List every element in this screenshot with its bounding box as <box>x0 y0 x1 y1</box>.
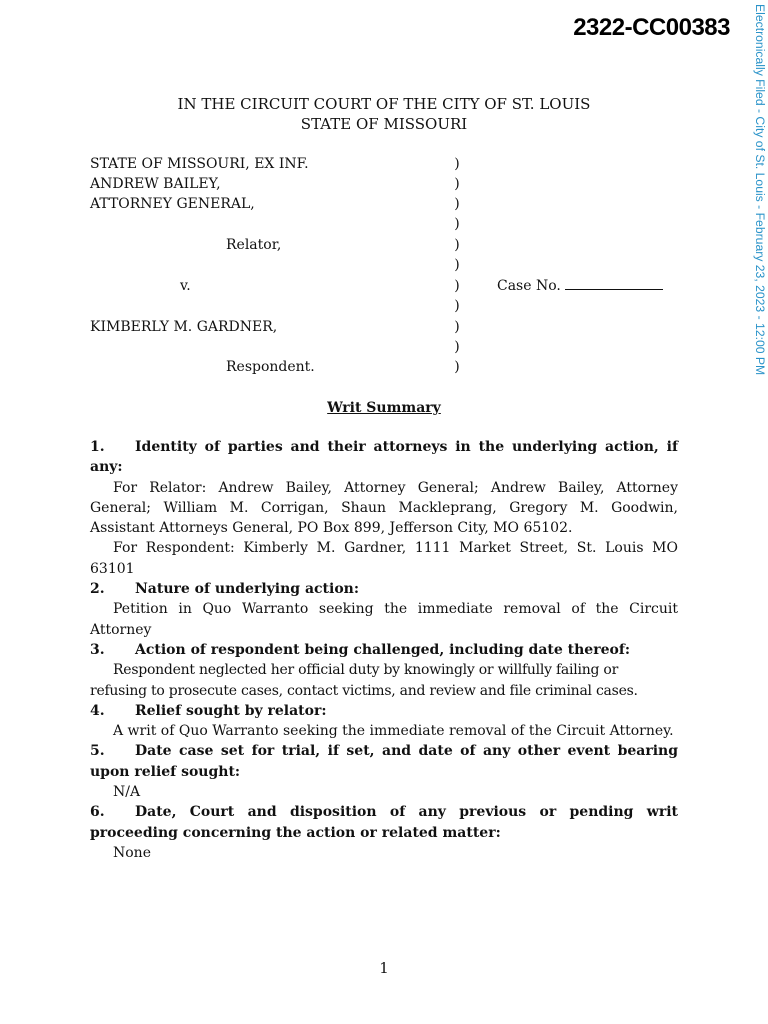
item-answer: None <box>113 844 151 861</box>
relator-line-2: ANDREW BAILEY, <box>90 176 221 192</box>
item-question <box>90 437 678 478</box>
caption-paren: ) <box>454 319 460 335</box>
writ-summary-title: Writ Summary <box>327 400 441 416</box>
item-number: 4. <box>90 702 105 719</box>
item-answer: Petition in Quo Warranto seeking the immediate removal of the Circuit Attorney <box>90 601 678 638</box>
case-number-field <box>497 276 663 296</box>
respondent-role: Respondent. <box>226 359 315 375</box>
item-title: Nature of underlying action: <box>135 581 360 598</box>
summary-item-1 <box>90 437 678 579</box>
caption-paren: ) <box>454 339 460 355</box>
caption-paren: ) <box>454 216 460 232</box>
item-title: Action of respondent being challenged, including date thereof: <box>135 641 631 658</box>
item-question <box>90 640 678 660</box>
court-name: IN THE CIRCUIT COURT OF THE CITY OF ST. LOUIS <box>177 95 591 113</box>
writ-summary-items <box>90 437 678 863</box>
item-number: 6. <box>90 804 105 821</box>
item-question <box>90 701 678 721</box>
relator-line-3: ATTORNEY GENERAL, <box>90 196 255 212</box>
item-title: Relief sought by relator: <box>135 702 327 719</box>
item-number: 5. <box>90 743 105 760</box>
item-answer: A writ of Quo Warranto seeking the immediate removal of the Circuit Attorney. <box>113 723 674 740</box>
caption-paren: ) <box>454 156 460 172</box>
summary-item-2 <box>90 579 678 640</box>
case-no-label: Case No. <box>497 278 561 294</box>
summary-item-3 <box>90 640 678 701</box>
summary-item-4 <box>90 701 678 742</box>
caption-paren: ) <box>454 298 460 314</box>
item-title: Date case set for trial, if set, and date of any other event bearing upon relief sought: <box>90 743 678 780</box>
caption-paren: ) <box>454 196 460 212</box>
respondent-name: KIMBERLY M. GARDNER, <box>90 319 278 335</box>
item-number: 2. <box>90 581 105 598</box>
versus: v. <box>180 278 191 294</box>
caption-paren: ) <box>454 359 460 375</box>
item-title: Date, Court and disposition of any previous or pending writ proceeding concerning the action or related matter: <box>90 804 678 841</box>
item-answer: For Respondent: Kimberly M. Gardner, 1111 Market Street, St. Louis MO 63101 <box>90 540 678 577</box>
item-number: 1. <box>90 439 105 455</box>
writ-summary-heading <box>0 398 768 418</box>
item-question <box>90 802 678 843</box>
page-number: 1 <box>379 959 389 977</box>
case-number-stamp: 2322-CC00383 <box>573 14 730 41</box>
item-answer: N/A <box>113 784 141 801</box>
item-answer: For Relator: Andrew Bailey, Attorney General; Andrew Bailey, Attorney General; William M. Corrigan, Shaun Mackleprang, Gregory M. Goodwin, Assistant Attorneys General, PO Box 899, Jefferson City, MO 65102. <box>90 479 678 537</box>
summary-item-5 <box>90 741 678 802</box>
item-question <box>90 579 678 599</box>
court-state: STATE OF MISSOURI <box>300 115 468 133</box>
case-no-blank-line <box>565 276 663 290</box>
relator-line-1: STATE OF MISSOURI, EX INF. <box>90 156 309 172</box>
relator-role: Relator, <box>226 237 282 253</box>
summary-item-6 <box>90 802 678 863</box>
item-question <box>90 741 678 782</box>
caption-paren: ) <box>454 176 460 192</box>
item-title: Identity of parties and their attorneys in the underlying action, if any: <box>90 439 678 476</box>
item-answer: Respondent neglected her official duty by knowingly or willfully failing or refusing to prosecute cases, contact victims, and review and file criminal cases. <box>90 662 638 699</box>
caption-paren: ) <box>454 257 460 273</box>
item-number: 3. <box>90 641 105 658</box>
caption-paren: ) <box>454 278 460 294</box>
electronic-filing-stamp: Electronically Filed - City of St. Louis - February 23, 2023 - 12:00 PM <box>753 4 767 376</box>
caption-paren: ) <box>454 237 460 253</box>
